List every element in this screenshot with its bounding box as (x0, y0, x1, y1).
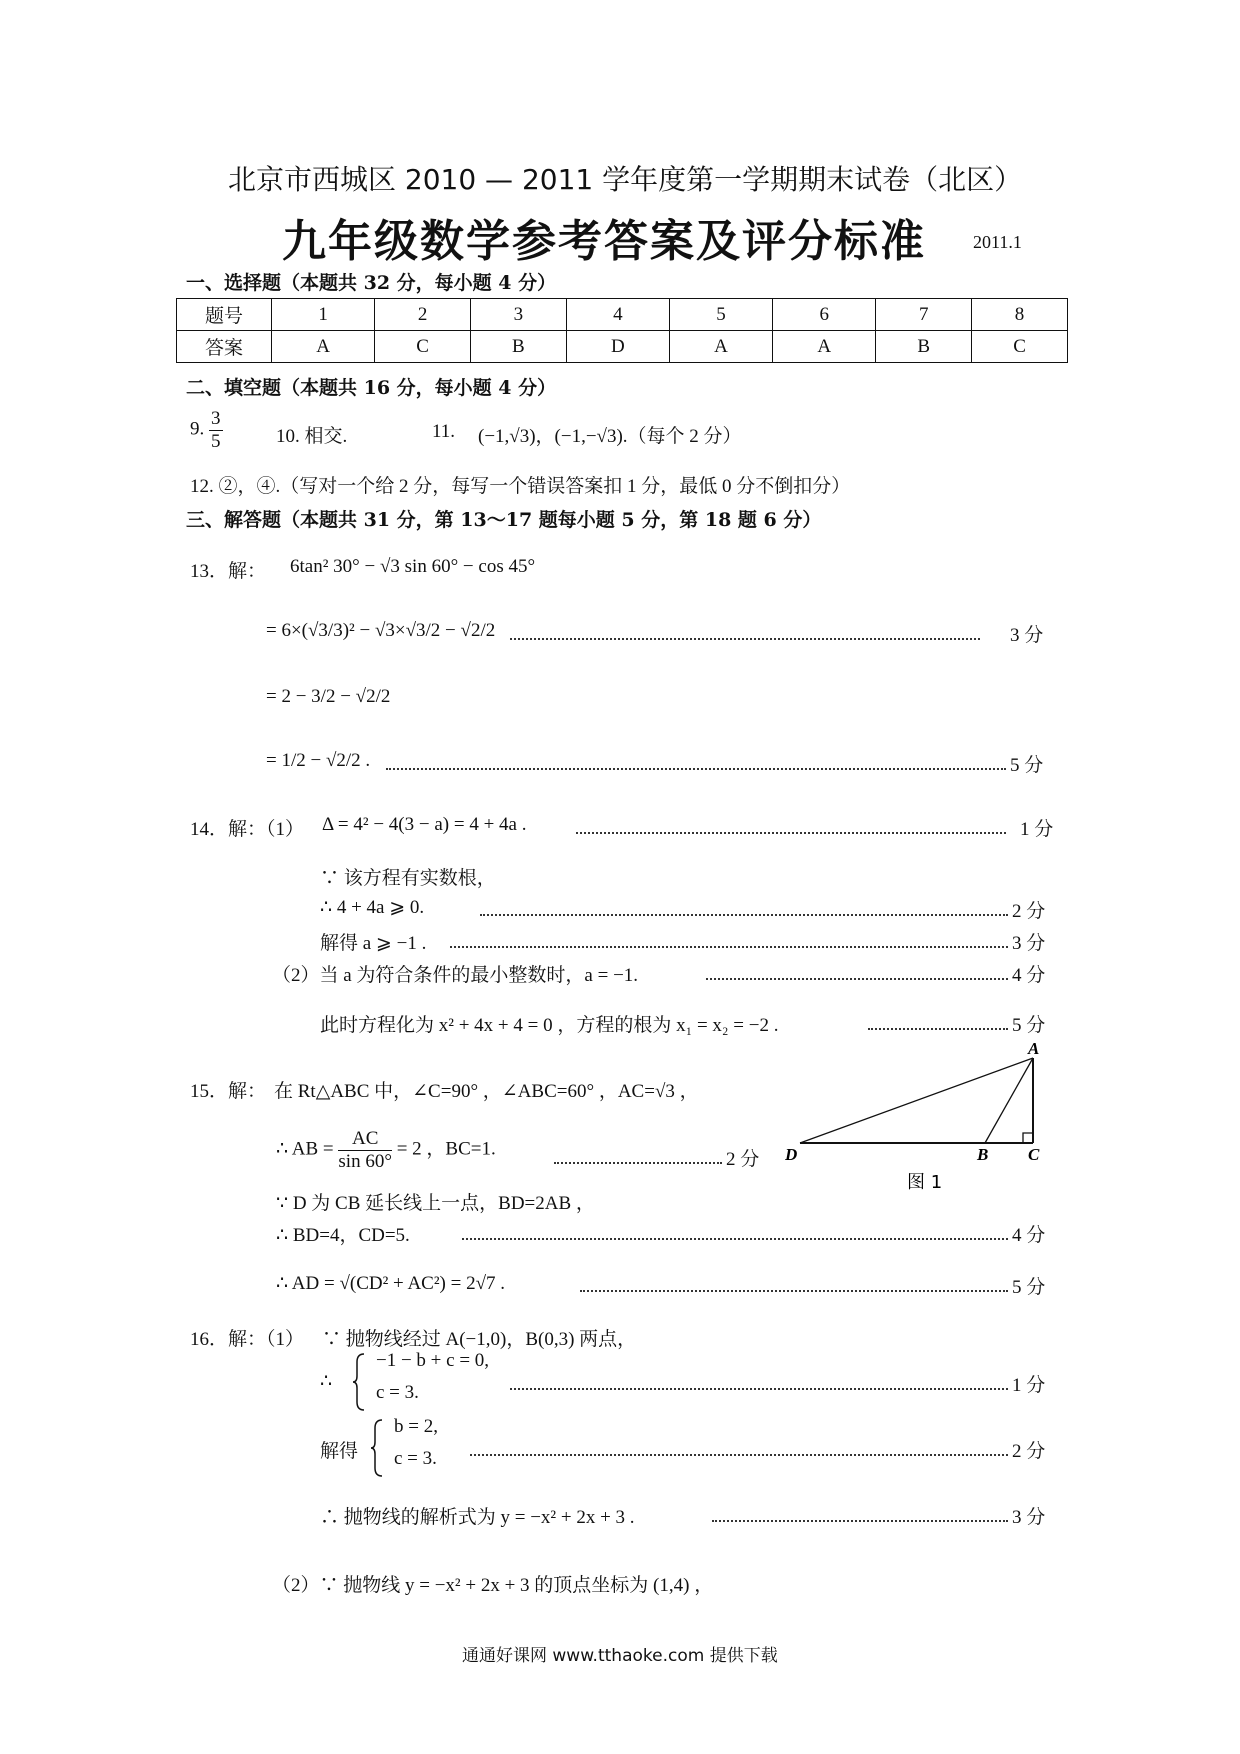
dot-leader (706, 978, 1008, 980)
q15-line2 (276, 1128, 496, 1173)
table-cell: 5 (669, 299, 772, 331)
q9-numerator: 3 (211, 408, 221, 429)
table-cell: 4 (566, 299, 669, 331)
q15-score4: 4 分 (1012, 1225, 1046, 1246)
dot-leader (868, 1028, 1008, 1030)
table-cell: A (773, 331, 876, 363)
right-angle-mark (1023, 1133, 1033, 1143)
document-date: 2011.1 (973, 232, 1022, 252)
segment-da (800, 1058, 1033, 1143)
q14-score5: 4 分 (1012, 965, 1046, 986)
q16-solve-label: 解得 (320, 1441, 359, 1462)
q15-line4: ∴ BD=4，CD=5. (276, 1225, 410, 1246)
table-cell: 8 (972, 299, 1068, 331)
q9-label: 9. (190, 418, 205, 440)
q14-label: 14．解：（1） (190, 819, 305, 840)
q14-line2: ∵ 该方程有实数根， (320, 868, 496, 889)
dot-leader (510, 638, 980, 640)
q14-score1: 1 分 (1020, 819, 1054, 840)
section1-heading: 一、选择题（本题共 32 分，每小题 4 分） (186, 272, 557, 294)
table-row (177, 299, 1068, 331)
brace-icon (370, 1418, 384, 1478)
q13-score2: 5 分 (1010, 755, 1044, 776)
table-cell: A (669, 331, 772, 363)
table-cell: 3 (470, 299, 566, 331)
q13-step3: = 1/2 − √2/2 . (266, 750, 371, 771)
q14-score4: 3 分 (1012, 933, 1046, 954)
table-cell: A (272, 331, 375, 363)
table-cell: C (972, 331, 1068, 363)
triangle-figure (785, 1040, 1055, 1190)
dot-leader (580, 1290, 1008, 1292)
table-cell: 7 (876, 299, 972, 331)
q16-score3: 3 分 (1012, 1507, 1046, 1528)
q13-expression: 6tan² 30° − √3 sin 60° − cos 45° (290, 556, 536, 577)
q16-line3: ∴ 抛物线的解析式为 y = −x² + 2x + 3 . (320, 1507, 635, 1528)
q16-label: 16．解：（1） (190, 1329, 305, 1350)
dot-leader (554, 1162, 722, 1164)
q15-line1: 在 Rt△ABC 中，∠C=90° ，∠ABC=60° ，AC=√3 ， (274, 1081, 699, 1102)
q13-step1: = 6×(√3/3)² − √3×√3/2 − √2/2 (266, 620, 496, 641)
q15-denominator: sin 60° (338, 1150, 392, 1172)
q16-system2-a: b = 2, (394, 1416, 438, 1437)
q16-system1-b: c = 3. (376, 1382, 419, 1403)
dot-leader (712, 1520, 1008, 1522)
label-d: D (785, 1145, 798, 1164)
table-cell: B (470, 331, 566, 363)
q16-line4: （2）∵ 抛物线 y = −x² + 2x + 3 的顶点坐标为 (1,4) ， (272, 1575, 714, 1596)
table-cell: D (566, 331, 669, 363)
table-cell: B (876, 331, 972, 363)
q10-answer: 10. 相交. (276, 426, 348, 447)
q13-label: 13．解： (190, 561, 267, 582)
q14-score6: 5 分 (1012, 1015, 1046, 1036)
q15-ab-prefix: ∴ AB = (276, 1138, 339, 1160)
dot-leader (480, 914, 1008, 916)
row-label: 题号 (177, 299, 272, 331)
q14-line1: Δ = 4² − 4(3 − a) = 4 + 4a . (322, 814, 527, 835)
label-b: B (977, 1145, 989, 1164)
q15-label: 15．解： (190, 1081, 267, 1102)
q16-system2-b: c = 3. (394, 1448, 437, 1469)
q16-system1-a: −1 − b + c = 0, (376, 1350, 490, 1371)
dot-leader (470, 1454, 1008, 1456)
dot-leader (510, 1388, 1008, 1390)
figure-caption: 图 1 (907, 1172, 943, 1190)
document-title: 九年级数学参考答案及评分标准 (282, 216, 926, 267)
q16-score1: 1 分 (1012, 1375, 1046, 1396)
table-cell: 6 (773, 299, 876, 331)
dot-leader (450, 946, 1008, 948)
section2-heading: 二、填空题（本题共 16 分，每小题 4 分） (186, 377, 557, 399)
table-row (177, 331, 1068, 363)
dot-leader (386, 768, 1006, 770)
section3-heading: 三、解答题（本题共 31 分，第 13～17 题每小题 5 分，第 18 题 6 分） (186, 509, 822, 531)
dot-leader (576, 832, 1006, 834)
q9-denominator: 5 (211, 430, 221, 452)
table-cell: C (375, 331, 471, 363)
q9-answer (190, 408, 223, 453)
q11-label: 11. (432, 421, 456, 442)
q15-score5: 5 分 (1012, 1277, 1046, 1298)
q15-line5: ∴ AD = √(CD² + AC²) = 2√7 . (276, 1273, 506, 1294)
q14-line5: （2）当 a 为符合条件的最小整数时，a = −1. (272, 965, 639, 986)
q9-fraction (209, 408, 223, 453)
q14-score3: 2 分 (1012, 901, 1046, 922)
footer: 通通好课网 www.tthaoke.com 提供下载 (462, 1646, 778, 1666)
q14-line3: ∴ 4 + 4a ⩾ 0. (320, 897, 425, 918)
q11-answer: (−1,√3)，(−1,−√3).（每个 2 分） (478, 426, 742, 447)
label-c: C (1028, 1145, 1040, 1164)
q15-fraction (338, 1128, 392, 1173)
q14-line6: 此时方程化为 x² + 4x + 4 = 0 ，方程的根为 x₁ = x₂ = −2 . (320, 1015, 779, 1036)
q16-line1: ∵ 抛物线经过 A(−1,0)，B(0,3) 两点， (322, 1329, 637, 1350)
q15-ab-result: = 2 ，BC=1. (391, 1138, 496, 1160)
q15-numerator: AC (338, 1128, 392, 1151)
q15-score2: 2 分 (726, 1149, 760, 1170)
dot-leader (462, 1238, 1008, 1240)
answer-table (176, 298, 1068, 363)
q14-line4: 解得 a ⩾ −1 . (320, 933, 427, 954)
q15-line3: ∵ D 为 CB 延长线上一点，BD=2AB ， (276, 1193, 595, 1214)
q16-therefore: ∴ (320, 1371, 333, 1392)
q13-step2: = 2 − 3/2 − √2/2 (266, 686, 391, 707)
q16-score2: 2 分 (1012, 1441, 1046, 1462)
q12-answer: 12. ②，④.（写对一个给 2 分，每写一个错误答案扣 1 分，最低 0 分不倒扣分） (190, 476, 851, 497)
table-cell: 2 (375, 299, 471, 331)
row-label: 答案 (177, 331, 272, 363)
segment-ba (985, 1058, 1033, 1143)
table-cell: 1 (272, 299, 375, 331)
label-a: A (1028, 1040, 1040, 1058)
exam-title: 北京市西城区 2010 — 2011 学年度第一学期期末试卷（北区） (228, 163, 1023, 196)
q13-score1: 3 分 (1010, 625, 1044, 646)
brace-icon (352, 1352, 366, 1412)
